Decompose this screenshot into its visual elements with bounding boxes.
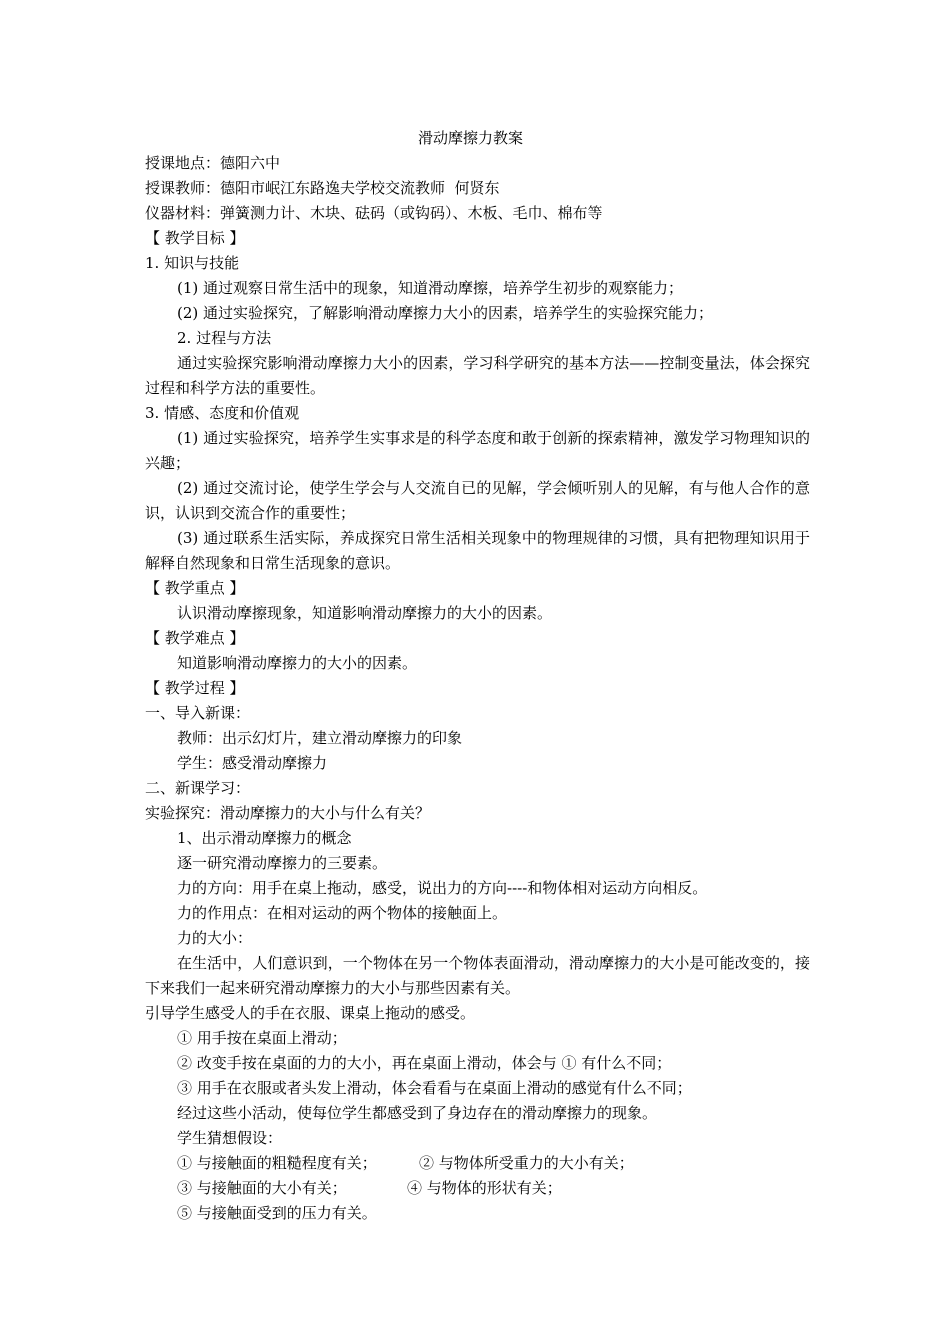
hypothesis-row-1 xyxy=(145,1151,810,1176)
emotion-title: 3. 情感、态度和价值观 xyxy=(145,404,300,422)
hypothesis-item-3: ③ 与接触面的大小有关； xyxy=(177,1179,347,1197)
intro-title: 一、导入新课： xyxy=(145,704,251,722)
new-lesson-title: 二、新课学习： xyxy=(145,779,251,797)
hypothesis-item-1: ① 与接触面的粗糙程度有关； xyxy=(177,1154,377,1172)
document-page xyxy=(145,126,810,1226)
difficulty-text: 知道影响滑动摩擦力的大小的因素。 xyxy=(177,654,418,672)
emotion-item-1: (1) 通过实验探究，培养学生实事求是的科学态度和敢于创新的探索精神，激发学习物理知识的兴趣； xyxy=(145,429,810,472)
knowledge-item-1: (1) 通过观察日常生活中的现象，知道滑动摩擦，培养学生初步的观察能力； xyxy=(177,279,684,297)
knowledge-title: 1. 知识与技能 xyxy=(145,254,240,272)
step-3: ③ 用手在衣服或者头发上滑动，体会看看与在桌面上滑动的感觉有什么不同； xyxy=(177,1079,692,1097)
hypothesis-item-2: ② 与物体所受重力的大小有关； xyxy=(419,1154,634,1172)
experiment-question: 实验探究：滑动摩擦力的大小与什么有关？ xyxy=(145,804,431,822)
hypothesis-item-4: ④ 与物体的形状有关； xyxy=(407,1179,562,1197)
difficulty-heading: 【 教学难点 】 xyxy=(145,629,245,647)
emotion-item-3: (3) 通过联系生活实际，养成探究日常生活相关现象中的物理规律的习惯，具有把物理知识用于解释自然现象和日常生活现象的意识。 xyxy=(145,529,810,572)
hypothesis-row-2 xyxy=(145,1176,810,1201)
step-2: ② 改变手按在桌面的力的大小，再在桌面上滑动，体会与 ① 有什么不同； xyxy=(177,1054,672,1072)
meta-materials: 仪器材料：弹簧测力计、木块、砝码（或钩码）、木板、毛巾、棉布等 xyxy=(145,204,603,222)
intro-student: 学生：感受滑动摩擦力 xyxy=(177,754,328,772)
magnitude-line: 力的大小： xyxy=(177,929,253,947)
hypothesis-title: 学生猜想假设： xyxy=(177,1129,283,1147)
process-title: 2. 过程与方法 xyxy=(177,329,272,347)
process-heading: 【 教学过程 】 xyxy=(145,679,245,697)
meta-teacher: 授课教师：德阳市岷江东路逸夫学校交流教师 何贤东 xyxy=(145,179,500,197)
concept-line: 1、出示滑动摩擦力的概念 xyxy=(177,829,352,847)
key-point-heading: 【 教学重点 】 xyxy=(145,579,245,597)
three-elements-line: 逐一研究滑动摩擦力的三要素。 xyxy=(177,854,388,872)
intro-teacher: 教师：出示幻灯片，建立滑动摩擦力的印象 xyxy=(177,729,463,747)
document-title: 滑动摩擦力教案 xyxy=(417,129,523,147)
point-line: 力的作用点：在相对运动的两个物体的接触面上。 xyxy=(177,904,508,922)
step-1: ① 用手按在桌面上滑动； xyxy=(177,1029,347,1047)
process-text: 通过实验探究影响滑动摩擦力大小的因素，学习科学研究的基本方法——控制变量法，体会探究过程和科学方法的重要性。 xyxy=(145,354,810,397)
emotion-item-2: (2) 通过交流讨论，使学生学会与人交流自已的见解，学会倾听别人的见解，有与他人合作的意识，认识到交流合作的重要性； xyxy=(145,479,810,522)
meta-location: 授课地点：德阳六中 xyxy=(145,154,281,172)
guide-line: 引导学生感受人的手在衣服、课桌上拖动的感受。 xyxy=(145,1004,476,1022)
objectives-heading: 【 教学目标 】 xyxy=(145,229,245,247)
key-point-text: 认识滑动摩擦现象，知道影响滑动摩擦力的大小的因素。 xyxy=(177,604,553,622)
life-text: 在生活中，人们意识到，一个物体在另一个物体表面滑动，滑动摩擦力的大小是可能改变的，接下来我们一起来研究滑动摩擦力的大小与那些因素有关。 xyxy=(145,954,810,997)
direction-line: 力的方向：用手在桌上拖动，感受，说出力的方向----和物体相对运动方向相反。 xyxy=(177,879,708,897)
hypothesis-item-5: ⑤ 与接触面受到的压力有关。 xyxy=(177,1204,377,1222)
summary-line: 经过这些小活动，使每位学生都感受到了身边存在的滑动摩擦力的现象。 xyxy=(177,1104,658,1122)
knowledge-item-2: (2) 通过实验探究，了解影响滑动摩擦力大小的因素，培养学生的实验探究能力； xyxy=(177,304,714,322)
